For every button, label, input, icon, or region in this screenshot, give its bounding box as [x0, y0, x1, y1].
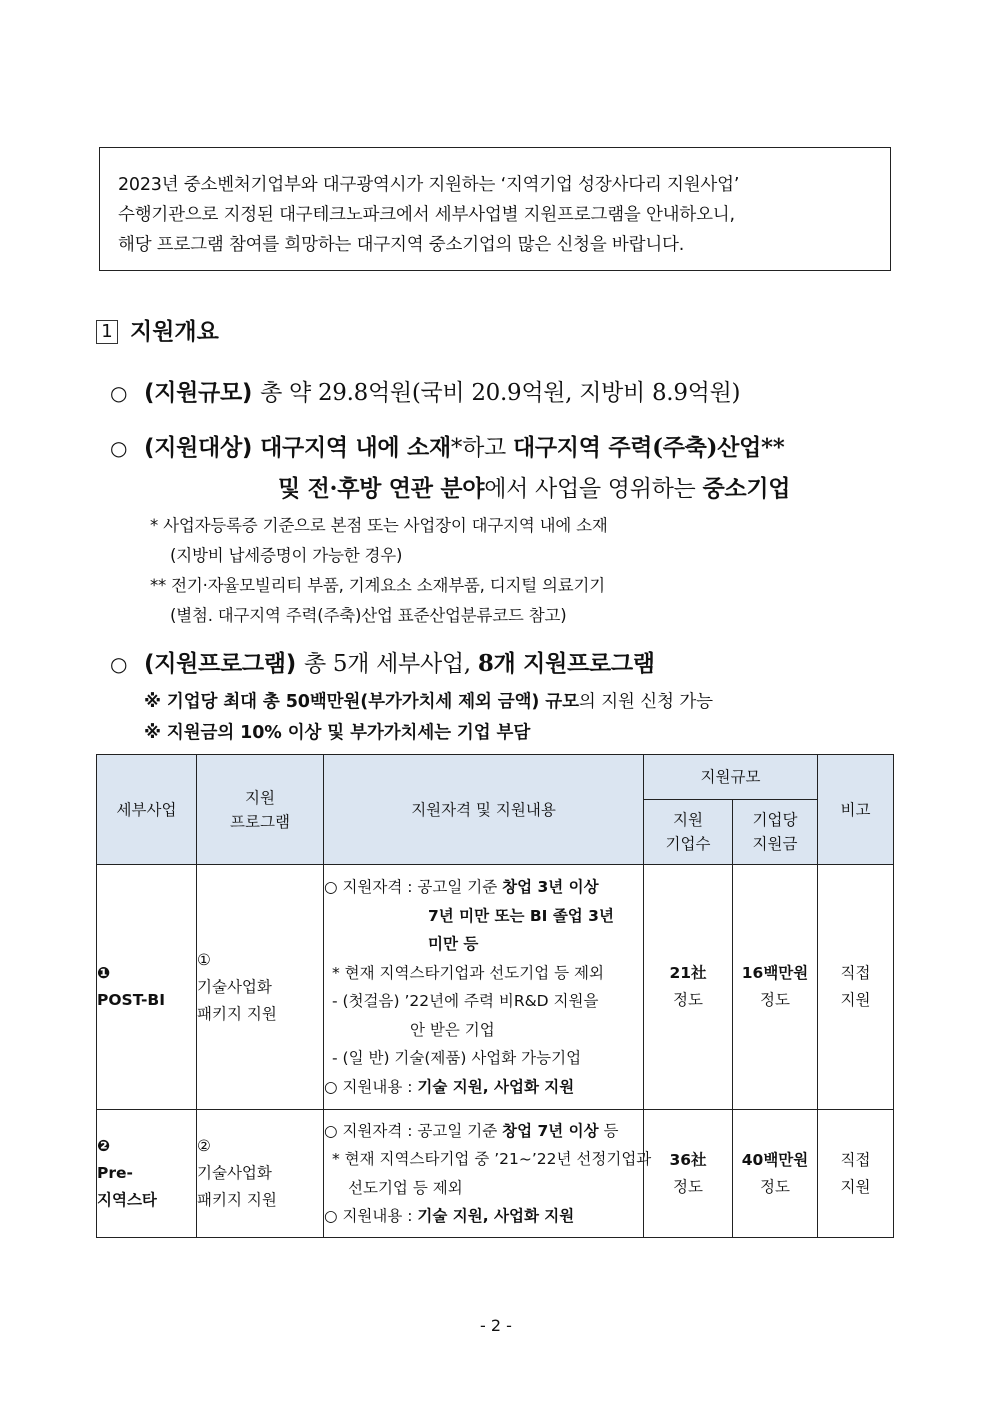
bullet-circle: ○: [110, 436, 128, 460]
row2-program: [197, 1110, 324, 1238]
program-part-2: 8개 지원프로그램: [477, 650, 655, 677]
row1-support-label: ○ 지원내용 :: [324, 1077, 418, 1096]
header-amount: [733, 800, 818, 865]
table-row: [97, 1110, 894, 1238]
row2-program-line-2: 패키지 지원: [197, 1191, 277, 1209]
row1-qualification-bold: 창업 3년 이상: [502, 878, 599, 896]
row2-program-number: ②: [197, 1137, 211, 1155]
header-companies-line-2: 기업수: [665, 835, 711, 853]
section-title: 지원개요: [130, 319, 219, 345]
support-scale-tag: (지원규모): [144, 380, 253, 406]
header-program-line-2: 프로그램: [230, 812, 290, 831]
row1-program-line-2: 패키지 지원: [197, 1004, 277, 1023]
header-sub-business: 세부사업: [97, 755, 197, 865]
page-number: - 2 -: [480, 1316, 512, 1335]
row1-content: [324, 865, 644, 1110]
row1-content-line-8: [324, 1073, 643, 1102]
program-note-2: ※ 지원금의 10% 이상 및 부가가치세는 기업 부담: [144, 723, 531, 743]
program-note-1-bold: ※ 기업당 최대 총 50백만원(부가가치세 제외 금액) 규모: [144, 692, 579, 712]
row2-qualification-bold: 창업 7년 이상: [502, 1121, 599, 1140]
row2-remarks: [818, 1110, 894, 1238]
program-note-1-rest: 의 지원 신청 가능: [578, 692, 713, 712]
row1-program-number: ①: [197, 950, 211, 969]
header-program-line-1: 지원: [245, 788, 275, 807]
table-row: [97, 865, 894, 1110]
row1-remarks: [818, 865, 894, 1110]
intro-box: [99, 147, 891, 271]
program-part-1: 총 5개 세부사업,: [303, 651, 478, 677]
row1-support-bold: 기술 지원, 사업화 지원: [417, 1077, 575, 1096]
row1-program: [197, 865, 324, 1110]
header-remarks: 비고: [818, 755, 894, 865]
row1-content-line-2: 7년 미만 또는 BI 졸업 3년: [428, 906, 614, 925]
row1-content-line-4: * 현재 지역스타기업과 선도기업 등 제외: [332, 963, 604, 982]
row1-remarks-line-2: 지원: [840, 991, 871, 1009]
row2-qualification-tail: 등: [598, 1121, 619, 1140]
row1-amount-sub: 정도: [760, 991, 790, 1009]
row1-companies: [644, 865, 733, 1110]
row2-companies-value: 36社: [669, 1150, 707, 1169]
header-amount-line-2: 지원금: [752, 835, 798, 853]
row2-remarks-line-1: 직접: [840, 1150, 871, 1169]
header-content: 지원자격 및 지원내용: [324, 755, 644, 865]
header-companies: [644, 800, 733, 865]
header-program: [197, 755, 324, 865]
target-part-7: 중소기업: [702, 475, 791, 502]
row1-amount: [733, 865, 818, 1110]
row2-sub-business: [97, 1110, 197, 1238]
target-note-1-line-1: * 사업자등록증 기준으로 본점 또는 사업장이 대구지역 내에 소재: [150, 516, 608, 535]
row2-name-line-1: Pre-: [97, 1164, 133, 1182]
bullet-circle: ○: [110, 652, 128, 676]
intro-line-3: 해당 프로그램 참여를 희망하는 대구지역 중소기업의 많은 신청을 바랍니다.: [118, 235, 685, 255]
bullet-support-target: [110, 429, 784, 462]
target-note-1-line-2: (지방비 납세증명이 가능한 경우): [170, 546, 403, 565]
row2-amount: [733, 1110, 818, 1238]
row2-content-line-4: [324, 1202, 643, 1231]
target-note-2-line-1: ** 전기·자율모빌리티 부품, 기계요소 소재부품, 디지털 의료기기: [150, 576, 605, 595]
section-number-box: 1: [96, 320, 118, 344]
target-part-4: **: [761, 434, 785, 461]
row1-content-line-7: - (일 반) 기술(제품) 사업화 가능기업: [332, 1049, 582, 1067]
row2-content-line-2: * 현재 지역스타기업 중 ’21~’22년 선정기업과: [332, 1150, 652, 1168]
program-note-1: [144, 688, 713, 713]
intro-line-1: 2023년 중소벤처기업부와 대구광역시가 지원하는 ‘지역기업 성장사다리 지원사업’: [118, 175, 740, 195]
target-part-5: 및 전·후방 연관 분야: [278, 475, 485, 502]
table-header-row: [97, 755, 894, 800]
support-scale-text: 총 약 29.8억원(국비 20.9억원, 지방비 8.9억원): [260, 380, 741, 406]
row2-companies: [644, 1110, 733, 1238]
target-part-6: 에서 사업을 영위하는: [484, 476, 703, 502]
target-part-2: *하고: [450, 435, 513, 461]
row2-amount-value: 40백만원: [741, 1150, 809, 1169]
section-heading: [96, 313, 219, 346]
row2-name-line-2: 지역스타: [97, 1191, 157, 1209]
row2-program-line-1: 기술사업화: [197, 1164, 272, 1182]
row1-content-line-3: 미만 등: [428, 935, 479, 953]
row2-support-bold: 기술 지원, 사업화 지원: [417, 1207, 575, 1225]
row1-qualification-label: ○ 지원자격 : 공고일 기준: [324, 878, 503, 896]
support-target-tag: (지원대상): [144, 435, 253, 461]
row1-content-line-5: - (첫걸음) ’22년에 주력 비R&D 지원을: [332, 992, 599, 1010]
bullet-support-scale: [110, 374, 740, 407]
row1-remarks-line-1: 직접: [840, 964, 871, 982]
bullet-support-program: [110, 645, 655, 678]
header-scale: 지원규모: [644, 755, 818, 800]
row1-content-line-6: 안 받은 기업: [410, 1020, 495, 1039]
row2-content-line-1: [324, 1117, 643, 1146]
header-amount-line-1: 기업당: [752, 811, 798, 829]
row1-program-line-1: 기술사업화: [197, 977, 272, 996]
row1-content-line-1: [324, 873, 643, 902]
row1-companies-sub: 정도: [673, 991, 703, 1009]
support-program-tag: (지원프로그램): [144, 651, 296, 677]
row1-amount-value: 16백만원: [741, 964, 809, 982]
row2-qualification-label: ○ 지원자격 : 공고일 기준: [324, 1121, 503, 1140]
support-target-continued: [278, 470, 790, 503]
target-note-2-line-2: (별첨. 대구지역 주력(주축)산업 표준산업분류코드 참고): [170, 606, 567, 625]
program-table: [96, 754, 894, 1238]
row2-amount-sub: 정도: [760, 1177, 790, 1196]
row1-sub-business: [97, 865, 197, 1110]
row2-companies-sub: 정도: [673, 1177, 703, 1196]
header-companies-line-1: 지원: [673, 811, 703, 829]
row2-support-label: ○ 지원내용 :: [324, 1207, 418, 1225]
row2-content: [324, 1110, 652, 1238]
row2-remarks-line-2: 지원: [840, 1177, 871, 1196]
row1-name-line-1: POST-BI: [97, 991, 166, 1009]
target-part-3: 대구지역 주력(주축)산업: [512, 434, 761, 461]
row2-number: ❷: [97, 1137, 111, 1155]
row1-number: ❶: [97, 964, 111, 982]
bullet-circle: ○: [110, 381, 128, 405]
target-part-1: 대구지역 내에 소재: [260, 434, 451, 461]
intro-line-2: 수행기관으로 지정된 대구테크노파크에서 세부사업별 지원프로그램을 안내하오니,: [118, 205, 735, 225]
row1-companies-value: 21社: [669, 964, 707, 982]
row2-content-line-3: 선도기업 등 제외: [348, 1178, 463, 1197]
